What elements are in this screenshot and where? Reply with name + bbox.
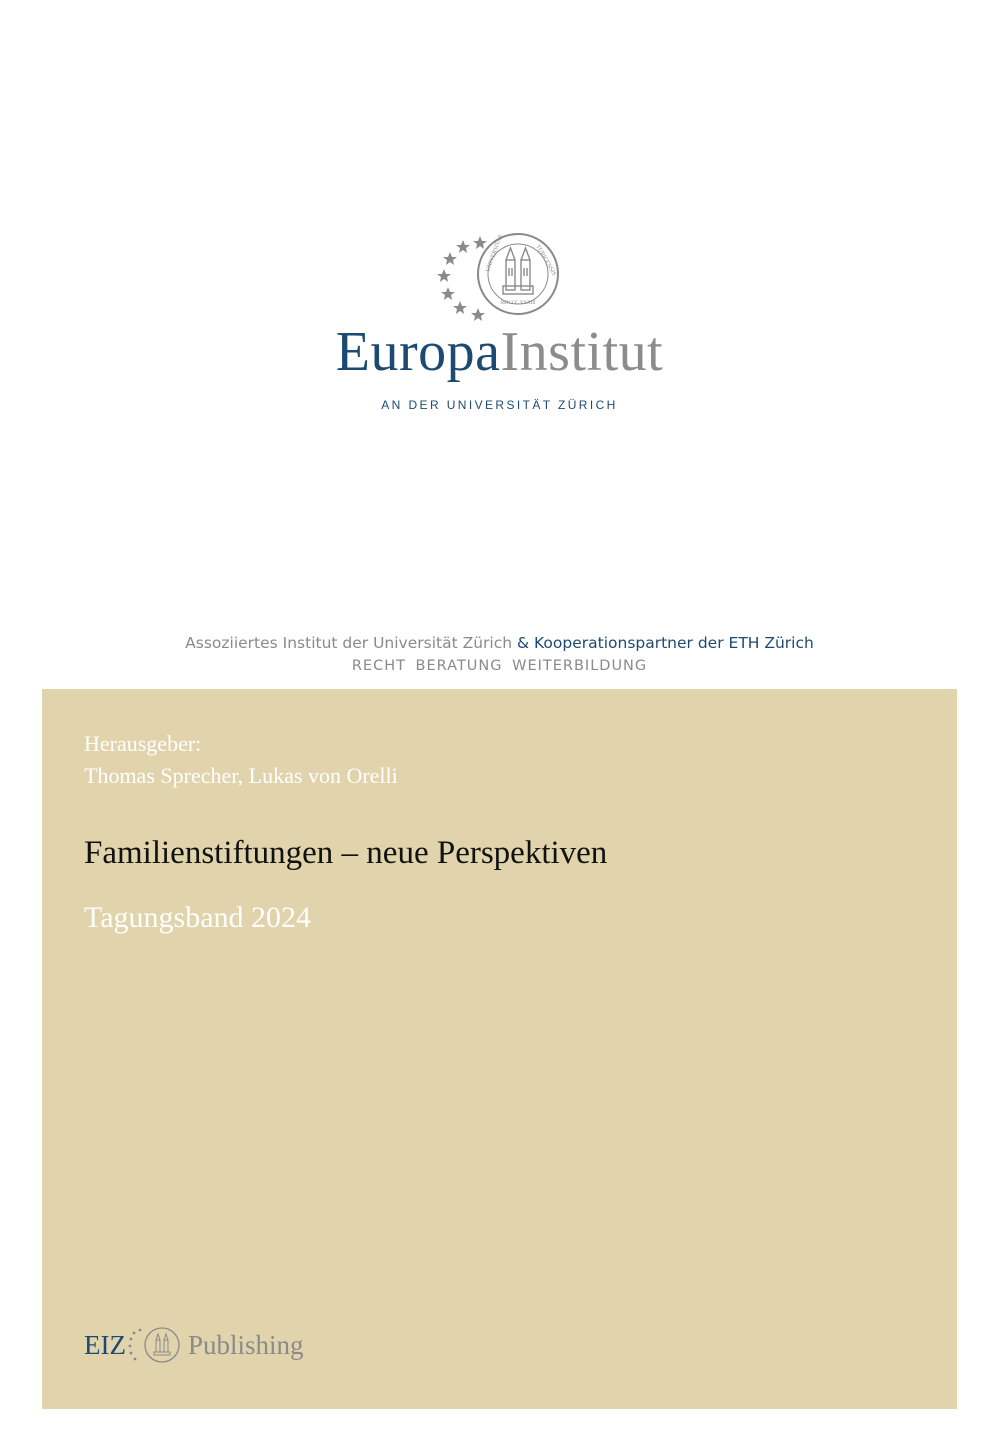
logo-wordmark bbox=[0, 322, 999, 382]
cover-panel bbox=[42, 689, 957, 1409]
services-line: RECHT BERATUNG WEITERBILDUNG bbox=[351, 658, 648, 674]
seal-ring-text-right: TURICENSIS bbox=[534, 244, 557, 278]
wordmark-institut: Institut bbox=[500, 321, 664, 383]
logo-tagline: AN DER UNIVERSITÄT ZÜRICH bbox=[381, 398, 618, 412]
seal-ring-text-left: UNIVERSITAS bbox=[485, 234, 505, 273]
book-subtitle: Tagungsband 2024 bbox=[84, 901, 312, 934]
wordmark-europa: Europa bbox=[335, 321, 501, 383]
affiliation-line bbox=[0, 634, 999, 652]
eiz-seal-icon bbox=[126, 1325, 186, 1365]
publisher-prefix: EIZ bbox=[84, 1329, 126, 1360]
affiliation-eth: & Kooperationspartner der ETH Zürich bbox=[517, 634, 814, 652]
book-title: Familienstiftungen – neue Perspektiven bbox=[84, 835, 608, 871]
university-seal-icon bbox=[428, 226, 568, 326]
editors-names: Thomas Sprecher, Lukas von Orelli bbox=[84, 763, 398, 788]
editors-label: Herausgeber: bbox=[84, 731, 202, 756]
publisher-logo bbox=[84, 1325, 304, 1365]
affiliation-uzh: Assoziiertes Institut der Universität Zürich bbox=[185, 634, 513, 652]
publisher-name: Publishing bbox=[187, 1329, 304, 1360]
seal-year: MDCCC XXXIII bbox=[500, 301, 536, 306]
